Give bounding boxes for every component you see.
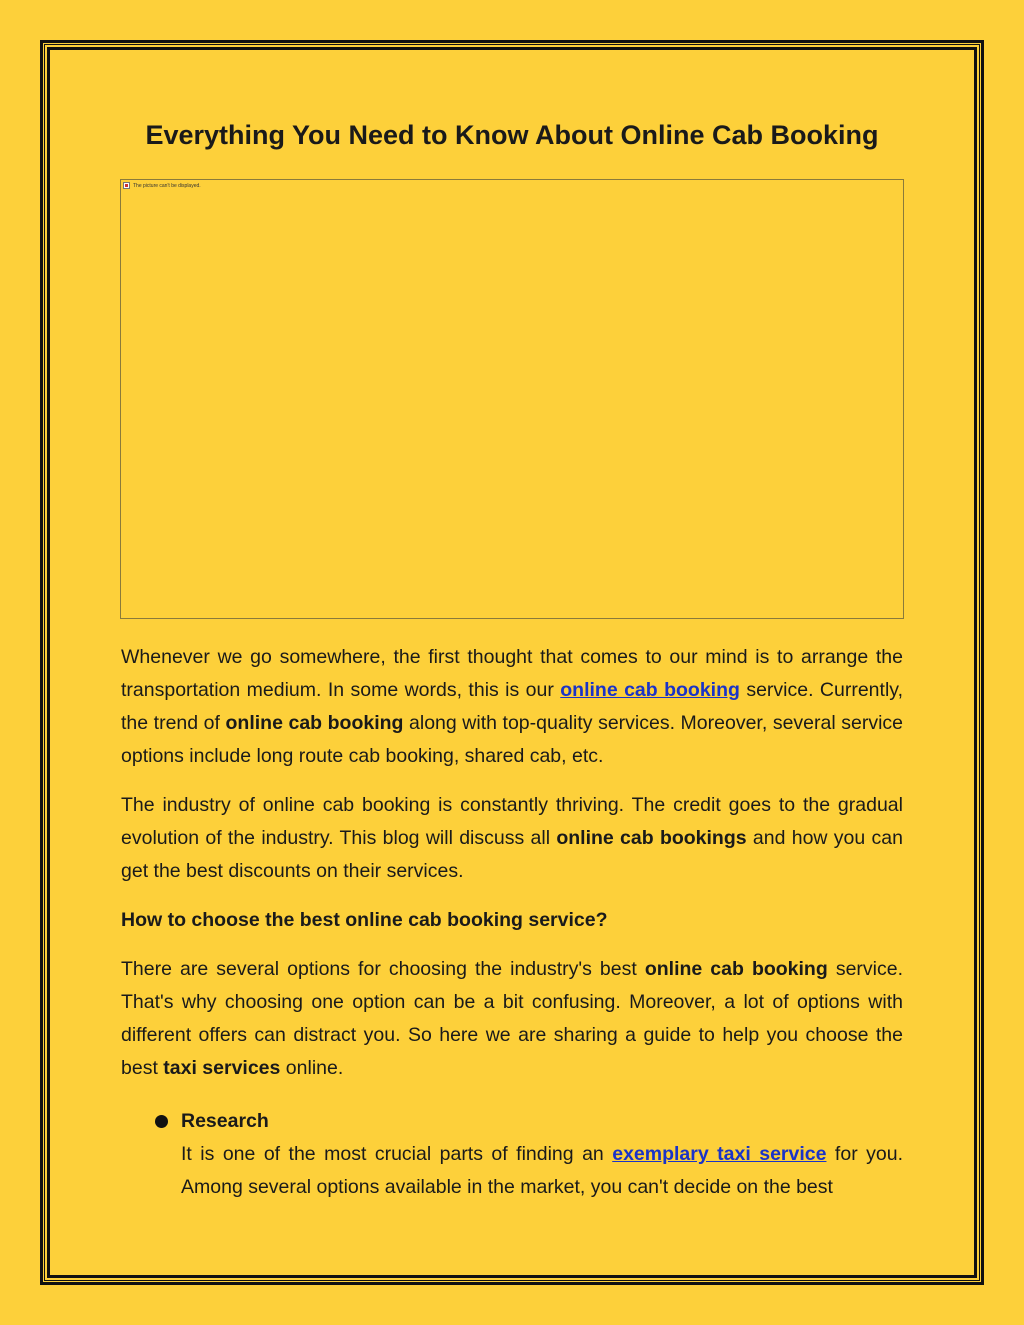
paragraph-industry (121, 789, 903, 888)
exemplary-taxi-service-link[interactable]: exemplary taxi service (612, 1143, 827, 1165)
article-body (121, 641, 903, 1204)
broken-image-text: The picture can't be displayed. (133, 182, 201, 189)
paragraph-text: service. Currently, the trend of (121, 679, 903, 734)
bullet-dot-icon (155, 1115, 168, 1128)
paragraph-text: service. That's why choosing one option can be a bit confusing. Moreover, a lot of options with different offers can distract you. So here we are sharing a guide to help you choose the best (121, 958, 903, 1079)
bullet-title: Research (181, 1110, 269, 1132)
page-title: Everything You Need to Know About Online Cab Booking (145, 120, 879, 150)
broken-image-notice (123, 182, 201, 189)
paragraph-intro (121, 641, 903, 773)
online-cab-booking-link[interactable]: online cab booking (560, 679, 740, 701)
bold-phrase: taxi services (163, 1057, 281, 1079)
section-heading: How to choose the best online cab booking service? (121, 909, 608, 931)
broken-image-icon (123, 182, 130, 189)
paragraph-text: The industry of online cab booking is constantly thriving. The credit goes to the gradual evolution of the industry. This blog will discuss all (121, 794, 903, 849)
paragraph-text: and how you can get the best discounts on their services. (121, 827, 903, 882)
bold-phrase: online cab bookings (556, 827, 747, 849)
paragraph-text: There are several options for choosing the industry's best (121, 958, 645, 980)
bullet-research (121, 1105, 903, 1204)
bold-phrase: online cab booking (644, 958, 828, 980)
bullet-text: for you. Among several options available in the market, you can't decide on the best (181, 1143, 903, 1198)
paragraph-options (121, 953, 903, 1085)
paragraph-text: online. (280, 1057, 344, 1079)
broken-image-placeholder (120, 179, 904, 619)
bold-phrase: online cab booking (225, 712, 404, 734)
bullet-text: It is one of the most crucial parts of finding an (181, 1143, 613, 1165)
bullet-body (181, 1138, 903, 1204)
paragraph-text: along with top-quality services. Moreover, several service options include long route cab booking, shared cab, etc. (121, 712, 904, 767)
paragraph-text: Whenever we go somewhere, the first thought that comes to our mind is to arrange the transportation medium. In some words, this is our (121, 646, 903, 701)
